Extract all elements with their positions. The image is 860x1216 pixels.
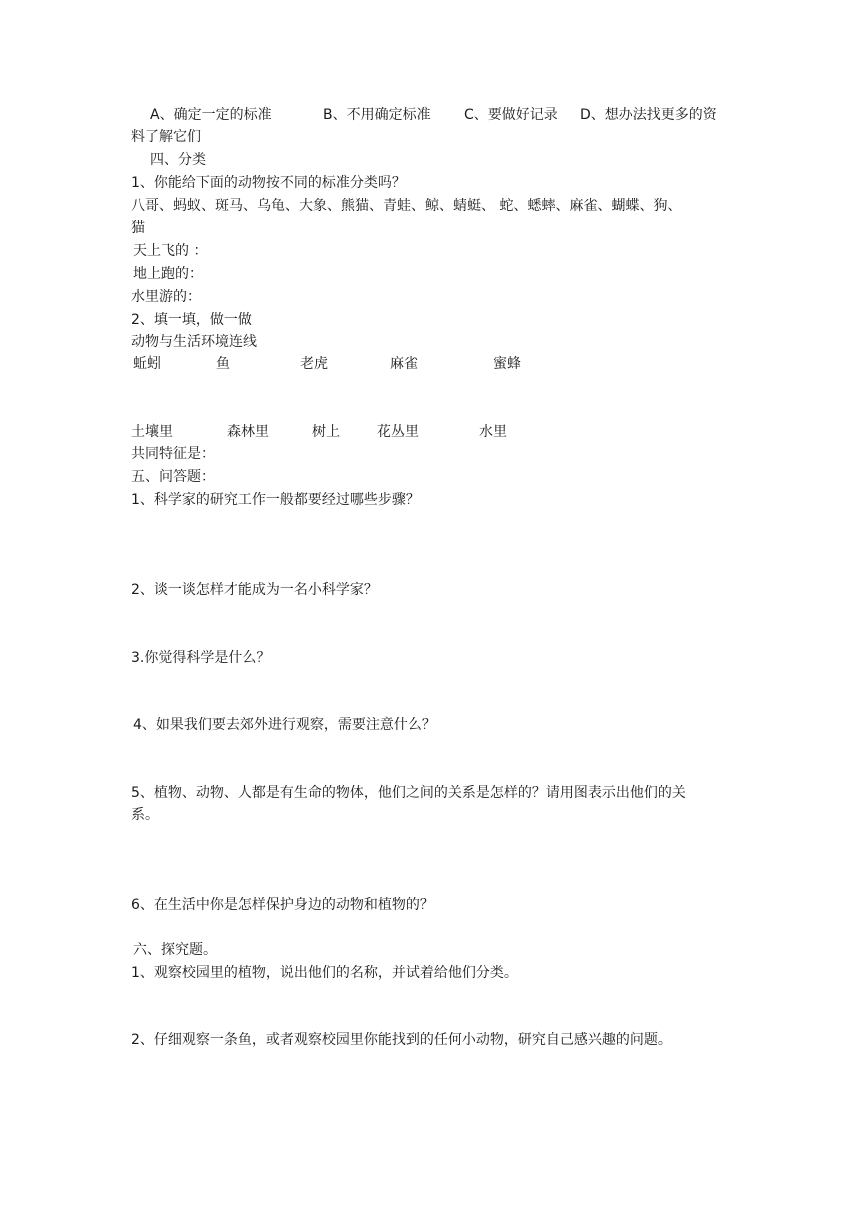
section-5-question-continuation: 系。 [131, 807, 159, 823]
animal-item: 老虎 [300, 356, 328, 372]
section-6-title: 六、探究题。 [133, 942, 217, 958]
options-continuation: 料了解它们 [131, 129, 201, 145]
habitat-item: 水里 [479, 424, 507, 440]
section-6-question: 2、仔细观察一条鱼，或者观察校园里你能找到的任何小动物，研究自己感兴趣的问题。 [131, 1032, 672, 1048]
run-label: 地上跑的： [133, 266, 203, 282]
section-5-question: 6、在生活中你是怎样保护身边的动物和植物的？ [131, 897, 434, 913]
habitat-item: 土壤里 [131, 424, 173, 440]
section-5-question: 5、植物、动物、人都是有生命的物体，他们之间的关系是怎样的？请用图表示出他们的关 [131, 785, 686, 801]
section-5-question: 4、如果我们要去郊外进行观察，需要注意什么？ [133, 717, 436, 733]
habitats-row [0, 421, 860, 443]
option-b: B、不用确定标准 [323, 107, 431, 123]
option-a: A、确定一定的标准 [150, 107, 272, 123]
animals-list-line2: 猫 [131, 220, 145, 236]
option-c: C、要做好记录 [464, 107, 558, 123]
animal-item: 麻雀 [390, 356, 418, 372]
animals-list-line1: 八哥、蚂蚁、斑马、乌龟、大象、熊猫、青蛙、鲸、蜻蜓、 蛇、蟋蟀、麻雀、蝴蝶、狗、 [131, 198, 682, 214]
habitat-item: 森林里 [227, 424, 269, 440]
section-5-title: 五、问答题： [131, 469, 215, 485]
option-d: D、想办法找更多的资 [580, 107, 717, 123]
section-4-q2: 2、填一填，做一做 [131, 312, 252, 328]
habitat-item: 花丛里 [377, 424, 419, 440]
swim-label: 水里游的： [131, 289, 201, 305]
options-row [0, 104, 860, 126]
section-5-question: 1、科学家的研究工作一般都要经过哪些步骤？ [131, 492, 420, 508]
section-5-question: 3.你觉得科学是什么？ [131, 650, 271, 666]
section-4-q2-sub: 动物与生活环境连线 [131, 334, 257, 350]
animal-item: 蚯蚓 [133, 356, 161, 372]
section-4-title: 四、分类 [150, 152, 206, 168]
animal-item: 蜜蜂 [493, 356, 521, 372]
animal-item: 鱼 [216, 356, 230, 372]
fly-label: 天上飞的 ： [133, 243, 208, 259]
section-5-question: 2、谈一谈怎样才能成为一名小科学家？ [131, 582, 378, 598]
section-4-q1: 1、你能给下面的动物按不同的标准分类吗？ [131, 175, 406, 191]
habitat-item: 树上 [312, 424, 340, 440]
animals-row [0, 353, 860, 375]
section-6-question: 1、观察校园里的植物，说出他们的名称，并试着给他们分类。 [131, 965, 518, 981]
common-feature-label: 共同特征是： [131, 446, 215, 462]
